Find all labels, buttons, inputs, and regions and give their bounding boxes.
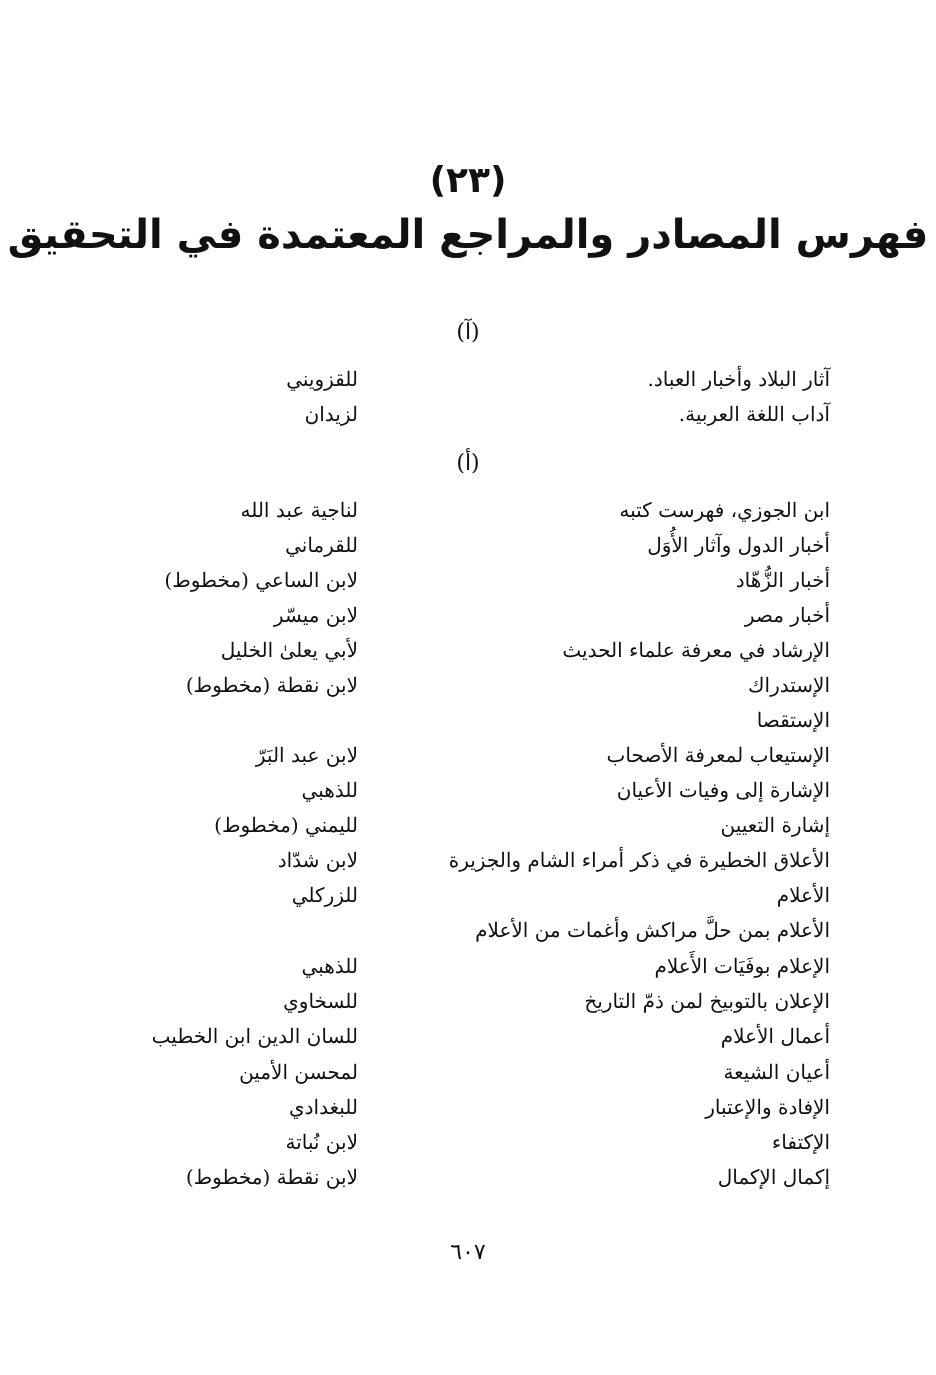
book-author: لابن عبد البَرّ [255, 743, 358, 767]
list-item [0, 954, 936, 989]
book-author: لابن نُباتة [285, 1130, 358, 1154]
book-author: لابن ميسّر [273, 603, 358, 627]
book-title: أخبار الدول وآثار الأُوَل [647, 533, 830, 557]
list-item [0, 1060, 936, 1095]
list-item [0, 1130, 936, 1165]
book-author: لابن نقطة (مخطوط) [185, 1165, 358, 1189]
list-item [0, 533, 936, 568]
list-item [0, 1095, 936, 1130]
book-author: لناجية عبد الله [240, 498, 358, 522]
list-item [0, 638, 936, 673]
book-author: للزركلي [291, 883, 358, 907]
list-item [0, 918, 936, 953]
book-title: إشارة التعيين [720, 813, 830, 837]
book-title: آداب اللغة العربية. [678, 402, 830, 426]
section-letter-alif-hamza: (أ) [456, 451, 480, 476]
list-item [0, 402, 936, 437]
book-author: لابن شدّاد [277, 848, 358, 872]
book-title: الإكتفاء [771, 1130, 830, 1154]
book-title: الإستدراك [748, 673, 830, 697]
list-item [0, 778, 936, 813]
list-item [0, 498, 936, 533]
book-title: آثار البلاد وأخبار العباد. [647, 367, 830, 391]
list-item [0, 1165, 936, 1200]
list-item [0, 883, 936, 918]
book-author: للذهبي [301, 778, 358, 802]
list-item [0, 848, 936, 883]
list-item [0, 813, 936, 848]
list-item [0, 743, 936, 778]
list-item [0, 603, 936, 638]
book-author: للذهبي [301, 954, 358, 978]
list-item [0, 989, 936, 1024]
book-author: لزيدان [304, 402, 358, 426]
list-item [0, 568, 936, 603]
book-title: الإفادة والإعتبار [705, 1095, 830, 1119]
book-author: لليمني (مخطوط) [214, 813, 358, 837]
book-title: الإعلام بوفَيَات الأَعلام [654, 954, 830, 978]
book-author: للسان الدين ابن الخطيب [151, 1024, 358, 1048]
book-title: الأعلاق الخطيرة في ذكر أمراء الشام والجزيرة [448, 848, 830, 872]
book-title: الإستقصا [756, 708, 830, 732]
book-title: أعيان الشيعة [723, 1060, 830, 1084]
book-title: الأعلام بمن حلَّ مراكش وأغمات من الأعلام [475, 918, 830, 942]
list-item [0, 673, 936, 708]
book-author: لمحسن الأمين [239, 1060, 358, 1084]
list-item [0, 1024, 936, 1059]
book-title: الإرشاد في معرفة علماء الحديث [562, 638, 830, 662]
book-title: أخبار مصر [744, 603, 830, 627]
book-author: للسخاوي [283, 989, 358, 1013]
list-item [0, 708, 936, 743]
book-title: إكمال الإكمال [717, 1165, 830, 1189]
book-title: الأعلام [776, 883, 830, 907]
book-author: لابن الساعي (مخطوط) [164, 568, 358, 592]
book-author: لابن نقطة (مخطوط) [185, 673, 358, 697]
section-letter-alif-madda: (آ) [456, 320, 480, 345]
book-author: للقزويني [286, 367, 358, 391]
book-title: أعمال الأعلام [720, 1024, 830, 1048]
chapter-number: (٢٣) [429, 160, 507, 201]
book-author: للبغدادي [288, 1095, 358, 1119]
book-author: لأبي يعلىٰ الخليل [220, 638, 358, 662]
list-item [0, 367, 936, 402]
page-number: ٦٠٧ [450, 1240, 486, 1265]
book-title: أخبار الزُّهّاد [735, 568, 830, 592]
book-title: الإعلان بالتوبيخ لمن ذمّ التاريخ [584, 989, 830, 1013]
book-title: ابن الجوزي، فهرست كتبه [619, 498, 830, 522]
page-title: فهرس المصادر والمراجع المعتمدة في التحقيق [7, 212, 929, 258]
book-title: الإشارة إلى وفيات الأعيان [616, 778, 830, 802]
book-title: الإستيعاب لمعرفة الأصحاب [606, 743, 830, 767]
book-author: للقرماني [285, 533, 358, 557]
